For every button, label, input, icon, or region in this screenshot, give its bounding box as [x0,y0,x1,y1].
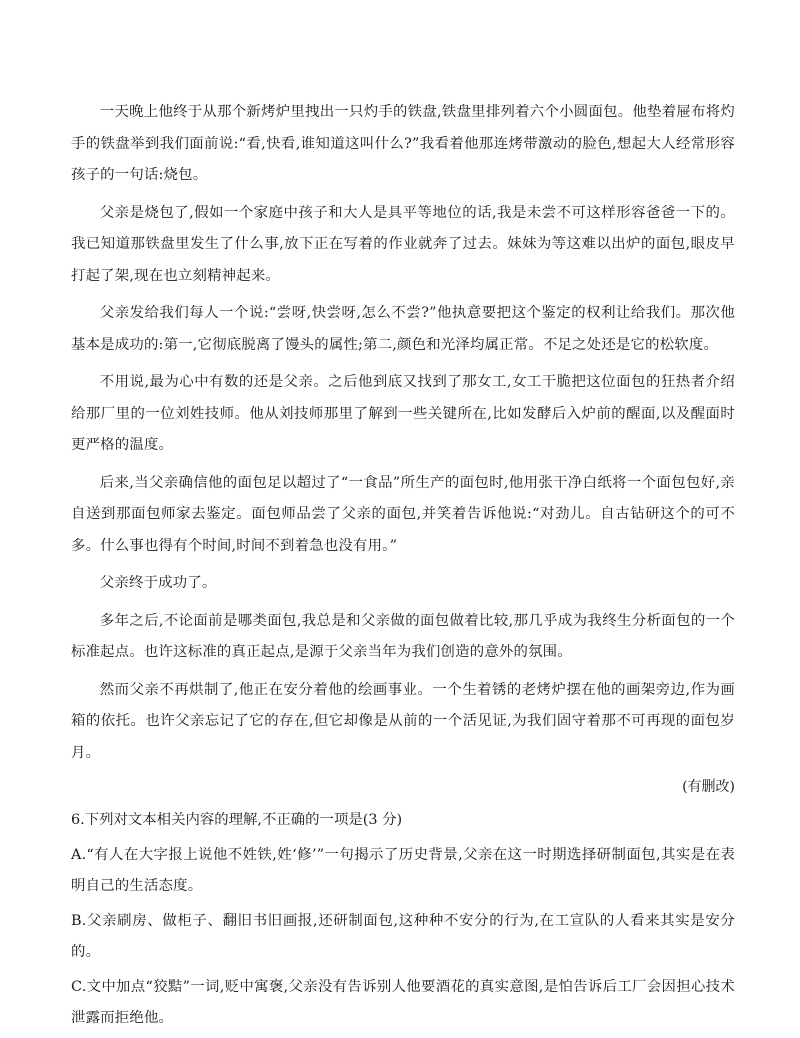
passage-paragraph: 后来,当父亲确信他的面包足以超过了“一食品”所生产的面包时,他用张干净白纸将一个面包包好,亲自送到那面包师家去鉴定。面包师品尝了父亲的面包,并笑着告诉他说:“对劲儿。自古钻研这个的可不多。什么事也得有个时间,时间不到着急也没有用。” [71,474,735,554]
passage-paragraph: 父亲是烧包了,假如一个家庭中孩子和大人是具平等地位的话,我是未尝不可这样形容爸爸一下的。我已知道那铁盘里发生了什么事,放下正在写着的作业就奔了过去。妹妹为等这难以出炉的面包,眼皮早打起了架,现在也立刻精神起来。 [71,204,735,284]
option-a: A.“有人在大字报上说他不姓铁,姓‘修’”一句揭示了历史背景,父亲在这一时期选择研制面包,其实是在表明自己的生活态度。 [71,847,735,894]
question-stem: 6.下列对文本相关内容的理解,不正确的一项是(3 分) [71,812,403,828]
passage-paragraph: 一天晚上他终于从那个新烤炉里拽出一只灼手的铁盘,铁盘里排列着六个小圆面包。他垫着屉布将灼手的铁盘举到我们面前说:“看,快看,谁知道这叫什么?”我看着他那连烤带激动的脸色,想起大人经常形容孩子的一句话:烧包。 [71,104,735,183]
question-block [71,805,735,1034]
passage-paragraph: 父亲终于成功了。 [99,575,217,591]
source-note: (有删改) [682,779,735,795]
passage-paragraph: 然而父亲不再烘制了,他正在安分着他的绘画事业。一个生着锈的老烤炉摆在他的画架旁边,作为画箱的依托。也许父亲忘记了它的存在,但它却像是从前的一个活见证,为我们固守着那不可再现的面包岁月。 [71,681,735,761]
passage-paragraph: 不用说,最为心中有数的还是父亲。之后他到底又找到了那女工,女工干脆把这位面包的狂热者介绍给那厂里的一位刘姓技师。他从刘技师那里了解到一些关键所在,比如发酵后入炉前的醒面,以及醒面时更严格的温度。 [71,374,735,453]
option-b: B.父亲刷房、做柜子、翻旧书旧画报,还研制面包,这种种不安分的行为,在工宣队的人看来其实是安分的。 [71,913,735,960]
reading-passage [71,97,735,1038]
option-c: C.文中加点“狡黠”一词,贬中寓褒,父亲没有告诉别人他要酒花的真实意图,是怕告诉后工厂会因担心技术泄露而拒绝他。 [71,979,735,1026]
passage-paragraph: 父亲发给我们每人一个说:“尝呀,快尝呀,怎么不尝?”他执意要把这个鉴定的权利让给我们。那次他基本是成功的:第一,它彻底脱离了馒头的属性;第二,颜色和光泽均属正常。不足之处还是它的松软度。 [71,305,735,353]
passage-paragraph: 多年之后,不论面前是哪类面包,我总是和父亲做的面包做着比较,那几乎成为我终生分析面包的一个标准起点。也许这标准的真正起点,是源于父亲当年为我们创造的意外的氛围。 [71,612,735,660]
